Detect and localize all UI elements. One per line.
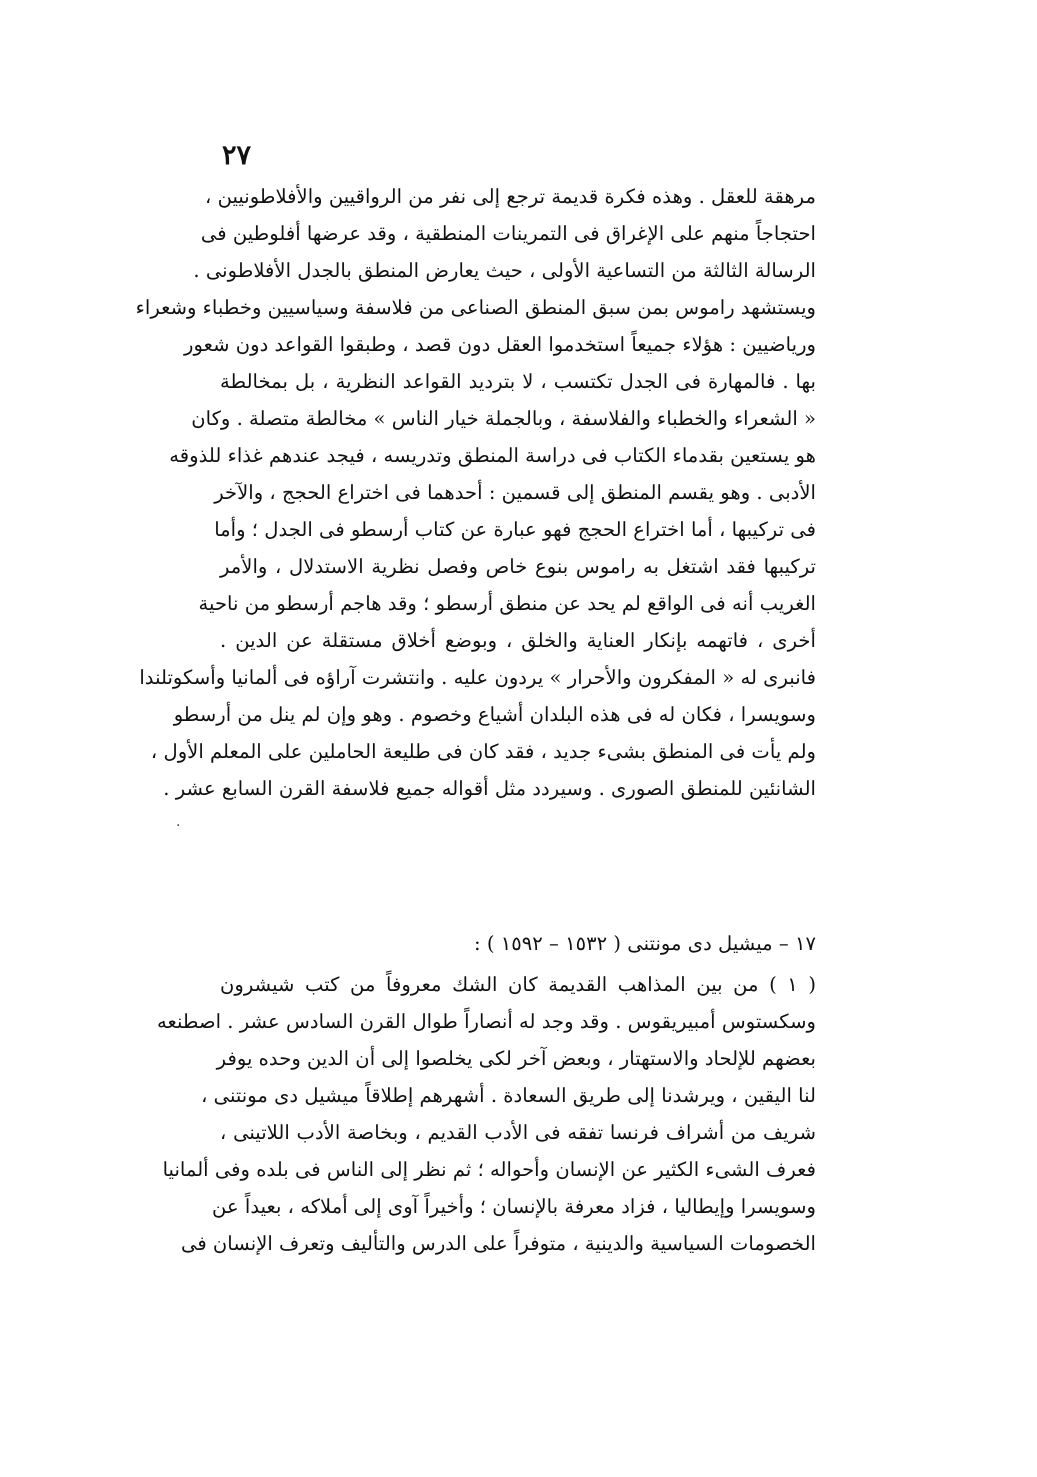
text-line: فانبرى له « المفكرون والأحرار » يردون عليه . وانتشرت آراؤه فى ألمانيا وأسكوتلندا	[139, 666, 816, 689]
text-line: ولم يأت فى المنطق بشىء جديد ، فقد كان فى طليعة الحاملين على المعلم الأول ،	[150, 740, 816, 763]
text-line: تركيبها فقد اشتغل به راموس بنوع خاص وفصل نظرية الاستدلال ، والأمر	[220, 555, 816, 578]
text-line: الشانئين للمنطق الصورى . وسيردد مثل أقواله جميع فلاسفة القرن السابع عشر .	[163, 777, 816, 800]
section-heading: ١٧ – ميشيل دى مونتنى ( ١٥٣٢ – ١٥٩٢ ) :	[474, 932, 816, 955]
text-line: أخرى ، فاتهمه بإنكار العناية والخلق ، وبوضع أخلاق مستقلة عن الدين .	[220, 629, 816, 652]
text-line: مرهقة للعقل . وهذه فكرة قديمة ترجع إلى نفر من الرواقيين والأفلاطونيين ،	[205, 185, 816, 208]
text-line: فعرف الشىء الكثير عن الإنسان وأحواله ؛ ثم نظر إلى الناس فى بلده وفى ألمانيا	[162, 1158, 816, 1181]
text-line: لنا اليقين ، ويرشدنا إلى طريق السعادة . أشهرهم إطلاقاً ميشيل دى مونتنى ،	[201, 1084, 816, 1107]
text-line: هو يستعين بقدماء الكتاب فى دراسة المنطق وتدريسه ، فيجد عندهم غذاء للذوقه	[169, 444, 816, 467]
text-line: وسويسرا وإيطاليا ، فزاد معرفة بالإنسان ؛ وأخيراً آوى إلى أملاكه ، بعيداً عن	[212, 1195, 816, 1218]
text-line: شريف من أشراف فرنسا تفقه فى الأدب القديم ، وبخاصة الأدب اللاتينى ،	[220, 1121, 816, 1144]
text-line: ورياضيين : هؤلاء جميعاً استخدموا العقل دون قصد ، وطبقوا القواعد دون شعور	[184, 333, 816, 356]
text-line: الغريب أنه فى الواقع لم يحد عن منطق أرسطو ؛ وقد هاجم أرسطو من ناحية	[198, 592, 816, 615]
text-line: ويستشهد راموس بمن سبق المنطق الصناعى من فلاسفة وسياسيين وخطباء وشعراء	[135, 296, 816, 319]
paragraph-2	[157, 966, 816, 1262]
text-line: بعضهم للإلحاد والاستهتار ، وبعض آخر لكى يخلصوا إلى أن الدين وحده يوفر	[216, 1047, 816, 1070]
paragraph-1	[135, 178, 816, 807]
text-line: الخصومات السياسية والدينية ، متوفراً على الدرس والتأليف وتعرف الإنسان فى	[180, 1232, 816, 1255]
text-line: « الشعراء والخطباء والفلاسفة ، وبالجملة خيار الناس » مخالطة متصلة . وكان	[191, 407, 816, 430]
text-line: احتجاجاً منهم على الإغراق فى التمرينات المنطقية ، وقد عرضها أفلوطين فى	[200, 222, 816, 245]
text-line: وسكستوس أمبيريقوس . وقد وجد له أنصاراً طوال القرن السادس عشر . اصطنعه	[157, 1010, 816, 1033]
page-number: ٢٧	[222, 140, 252, 171]
text-line: وسويسرا ، فكان له فى هذه البلدان أشياع وخصوم . وهو وإن لم ينل من أرسطو	[173, 703, 816, 726]
scan-artifact: ·	[176, 818, 181, 834]
text-line: ( ١ ) من بين المذاهب القديمة كان الشك معروفاً من كتب شيشرون	[220, 973, 816, 996]
text-line: فى تركيبها ، أما اختراع الحجج فهو عبارة عن كتاب أرسطو فى الجدل ؛ وأما	[214, 518, 816, 541]
text-line: بها . فالمهارة فى الجدل تكتسب ، لا بترديد القواعد النظرية ، بل بمخالطة	[220, 370, 816, 393]
text-line: الأدبى . وهو يقسم المنطق إلى قسمين : أحدهما فى اختراع الحجج ، والآخر	[214, 481, 816, 504]
text-line: الرسالة الثالثة من التساعية الأولى ، حيث يعارض المنطق بالجدل الأفلاطونى .	[193, 259, 816, 282]
